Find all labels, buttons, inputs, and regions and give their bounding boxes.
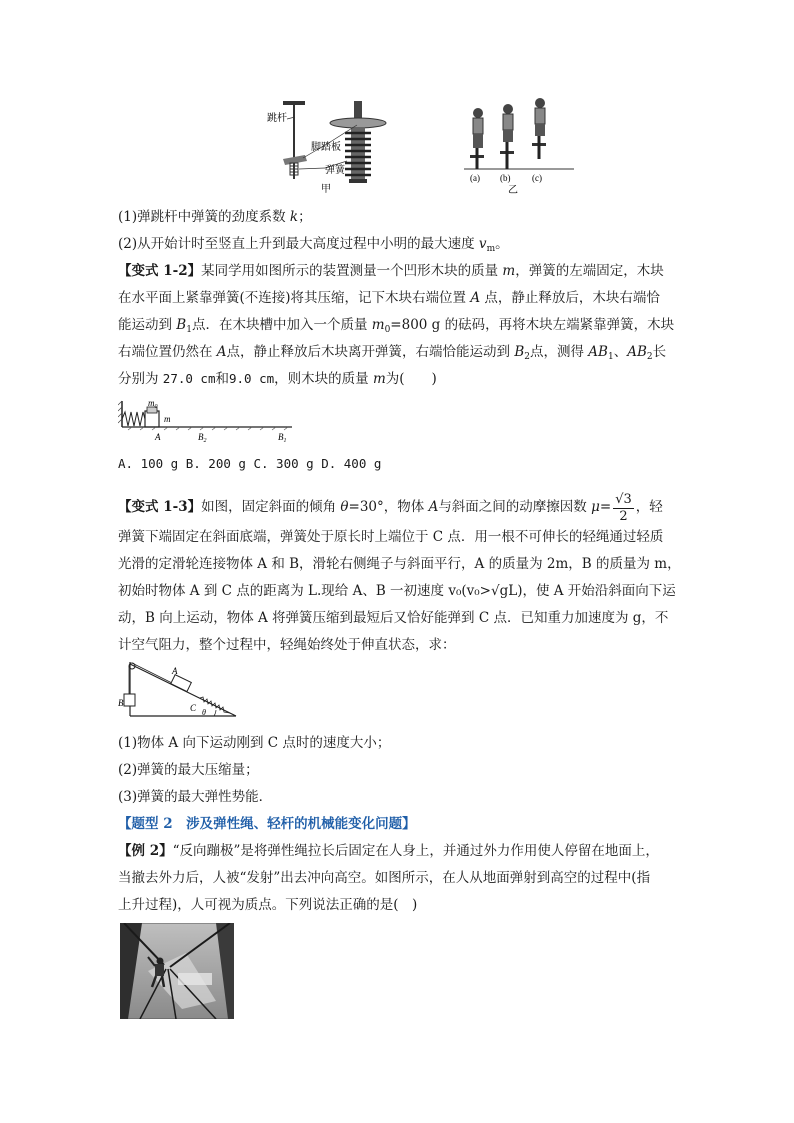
q1-item-2: (2)从开始计时至竖直上升到最大高度过程中小明的最大速度 $v_m$。 xyxy=(118,236,509,254)
ex2-line-3: 上升过程)，人可视为质点。下列说法正确的是( ) xyxy=(118,897,418,913)
spring xyxy=(122,412,145,426)
v13-item-3: (3)弹簧的最大弹性势能． xyxy=(118,789,273,805)
ex2-tag: 【例 2】 xyxy=(118,843,173,859)
ex2-line-2: 当撤去外力后，人被“发射”出去冲向高空。如图所示，在人从地面弹射到高空的过程中(指 xyxy=(118,870,651,886)
jump-sequence-figure xyxy=(462,95,577,195)
caption-jia: 甲 xyxy=(321,184,331,195)
spring-block-figure xyxy=(118,397,298,445)
v13-line-2: 弹簧下端固定在斜面底端，弹簧处于原长时上端位于 C 点．用一根不可伸长的轻绳通过轻质 xyxy=(118,529,664,545)
fig-A: A xyxy=(155,432,161,442)
v12-line-2: 在水平面上紧靠弹簧(不连接)将其压缩，记下木块右端位置 A 点，静止释放后，木块右端恰 xyxy=(118,290,660,306)
sub-b: (b) xyxy=(500,173,511,183)
pogo-handle xyxy=(283,101,305,105)
ex2-line-1: 【例 2】“反向蹦极”是将弹性绳拉长后固定在人身上，并通过外力作用使人停留在地面上， xyxy=(118,843,659,859)
person-a xyxy=(470,108,484,169)
v13-line-5: 动，B 向上运动，物体 A 将弹簧压缩到最短后又恰好能弹到 C 点．已知重力加速度为 g，不 xyxy=(118,610,669,626)
person-c xyxy=(532,98,546,159)
sub-c: (c) xyxy=(532,173,542,183)
v13-line-1: 【变式 1-3】如图，固定斜面的倾角 θ=30°，物体 A与斜面之间的动摩擦因数 μ= $\frac{√3}{2}$ ，轻 xyxy=(118,491,663,524)
pogo-stick-figure xyxy=(255,95,405,195)
v13-item-1: (1)物体 A 向下运动刚到 C 点时的速度大小； xyxy=(118,735,391,751)
label-tanhuang: 弹簧 xyxy=(325,165,345,176)
v12-tag: 【变式 1-2】 xyxy=(118,263,202,279)
v12-options: A. 100 g B. 200 g C. 300 g D. 400 g xyxy=(118,456,382,471)
block-A xyxy=(171,675,192,692)
fig-theta-label: θ xyxy=(202,708,206,717)
label-tiaogan: 跳杆 xyxy=(267,113,287,124)
rope-right xyxy=(132,663,174,684)
v12-line-4: 右端位置仍然在 A点，静止释放后木块离开弹簧，右端恰能运动到 $B_2$点，测得 $AB_1$、$AB_2$长 xyxy=(118,344,667,362)
mu-fraction: $\frac{√3}{2}$ xyxy=(615,491,632,524)
fig-C-label: C xyxy=(190,703,197,713)
type2-heading: 【题型 2 涉及弹性绳、轻杆的机械能变化问题】 xyxy=(118,816,416,832)
incline-pulley-figure xyxy=(118,660,240,720)
fig-A-label: A xyxy=(172,666,178,676)
caption-yi: 乙 xyxy=(508,185,518,195)
person-b xyxy=(500,104,514,169)
sub-a: (a) xyxy=(470,173,480,183)
fig-m0: $m_0$ xyxy=(148,398,158,410)
v13-line-6: 计空气阻力，整个过程中，轻绳始终处于伸直状态，求： xyxy=(118,637,456,653)
fig-B-label: B xyxy=(118,698,124,708)
v13-line-3: 光滑的定滑轮连接物体 A 和 B，滑轮右侧绳子与斜面平行，A 的质量为 2m，B 的质量为 m， xyxy=(118,556,681,572)
v13-line-4: 初始时物体 A 到 C 点的距离为 L.现给 A、B 一初速度 v₀(v₀>√gL)，使 A 开始沿斜面向下运 xyxy=(118,583,676,599)
reverse-bungee-photo xyxy=(120,923,234,1019)
v13-tag: 【变式 1-3】 xyxy=(118,499,202,515)
block-B xyxy=(124,694,135,706)
v12-line-5: 分别为 27.0 cm和9.0 cm，则木块的质量 m为( ) xyxy=(118,371,437,387)
fig-B2: $B_2$ xyxy=(198,432,207,444)
q1-item-1: (1)弹跳杆中弹簧的劲度系数 k； xyxy=(118,209,312,225)
label-jiaotaban: 脚踏板 xyxy=(311,142,341,153)
v13-item-2: (2)弹簧的最大压缩量； xyxy=(118,762,259,778)
v12-line-1: 【变式 1-2】某同学用如图所示的装置测量一个凹形木块的质量 m，弹簧的左端固定，木块 xyxy=(118,263,664,279)
fig-m: m xyxy=(164,414,171,424)
fig-B1: $B_1$ xyxy=(278,432,287,444)
v12-line-3: 能运动到 $B_1$点．在木块槽中加入一个质量 $m_0=800$ g 的砝码，再将木块左端紧靠弹簧，木块 xyxy=(118,317,675,335)
